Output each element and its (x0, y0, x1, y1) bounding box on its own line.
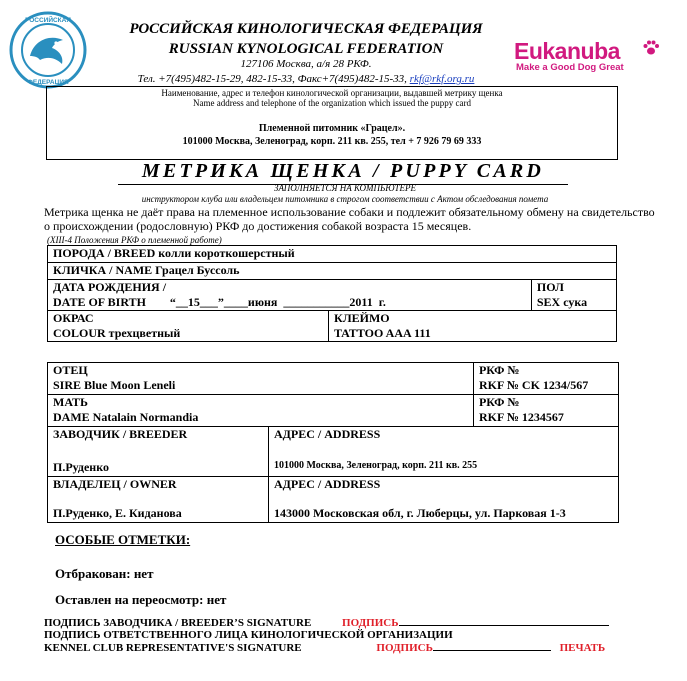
dob-cell (48, 280, 532, 311)
dob-label: ДАТА РОЖДЕНИЯ / (53, 280, 167, 294)
dam-rkf-label: РКФ № (478, 395, 520, 409)
dam-value: DAME Natalain Normandia (53, 410, 199, 424)
document-title: МЕТРИКА ЩЕНКА / PUPPY CARD (118, 160, 568, 185)
svg-text:РОССИЙСКАЯ: РОССИЙСКАЯ (24, 17, 72, 24)
fill-instruction-detail: инструктором клуба или владельцем питомника в строгом соответствии с Актом обследования помета (141, 194, 549, 204)
sire-cell (48, 363, 474, 395)
club-signature-label: KENNEL CLUB REPRESENTATIVE'S SIGNATURE (44, 642, 302, 654)
sex-cell (531, 280, 616, 311)
club-signature-line (44, 641, 605, 655)
table-row (48, 477, 619, 523)
club-signature-title: ПОДПИСЬ ОТВЕТСТВЕННОГО ЛИЦА КИНОЛОГИЧЕСКОЙ ОРГАНИЗАЦИИ (44, 629, 453, 641)
sire-rkf-cell (473, 363, 618, 395)
sire-value: SIRE Blue Moon Leneli (53, 378, 176, 392)
breeder-signature-blank (399, 616, 609, 626)
breeder-address-cell (269, 427, 619, 477)
federation-email[interactable]: rkf@rkf.org.ru (409, 73, 475, 85)
breeder-sign-word: ПОДПИСЬ (342, 617, 399, 629)
sex-label: ПОЛ (536, 280, 564, 294)
federation-phones: Тел. +7(495)482-15-29, 482-15-33, Факс+7(495)482-15-33, (137, 73, 407, 85)
stamp-label: ПЕЧАТЬ (559, 642, 606, 654)
fill-instruction: ЗАПОЛНЯЕТСЯ НА КОМПЬЮТЕРЕ (274, 183, 416, 193)
federation-title-en: RUSSIAN KYNOLOGICAL FEDERATION (168, 41, 444, 57)
owner-address: 143000 Московская обл, г. Люберцы, ул. Парковая 1-3 (274, 506, 566, 520)
table-row (48, 311, 617, 342)
table-row (48, 363, 619, 395)
dam-label: МАТЬ (53, 395, 88, 409)
club-sign-word: ПОДПИСЬ (376, 642, 433, 654)
table-row (48, 280, 617, 311)
tattoo-label: КЛЕЙМО (334, 311, 390, 325)
table-row (48, 427, 619, 477)
owner-cell (48, 477, 269, 523)
federation-contacts (96, 72, 516, 86)
tattoo-cell (329, 311, 617, 342)
breeder-signature-line (44, 616, 609, 630)
federation-title-ru: РОССИЙСКАЯ КИНОЛОГИЧЕСКАЯ ФЕДЕРАЦИЯ (129, 21, 483, 37)
tattoo-value: TATTOO AAA 111 (334, 326, 431, 340)
org-label-en: Name address and telephone of the organization which issued the puppy card (193, 98, 471, 108)
rkf-logo (8, 10, 88, 90)
special-marks-title: ОСОБЫЕ ОТМЕТКИ: (55, 532, 191, 547)
club-signature-blank (433, 641, 551, 651)
federation-address: 127106 Москва, а/я 28 РКФ. (240, 58, 372, 70)
eukanuba-brand: Eukanuba (514, 38, 620, 64)
paw-icon (642, 39, 660, 57)
sire-label: ОТЕЦ (53, 363, 88, 377)
breed-cell: ПОРОДА / BREED колли короткошерстный (48, 246, 617, 263)
dam-rkf-cell (473, 395, 618, 427)
eukanuba-logo (514, 38, 664, 78)
name-cell: КЛИЧКА / NAME Грацел Буссоль (48, 263, 617, 280)
svg-text:ФЕДЕРАЦИЯ: ФЕДЕРАЦИЯ (27, 79, 69, 86)
organization-box (46, 86, 618, 160)
sex-value: SEX сука (536, 295, 588, 309)
dob-value: DATE OF BIRTH “__15___”____июня ___________2011 г. (53, 295, 386, 309)
breeder-address-label: АДРЕС / ADDRESS (274, 427, 381, 441)
sire-rkf-value: RKF № CK 1234/567 (478, 378, 589, 392)
org-label-ru: Наименование, адрес и телефон кинологической организации, выдавшей метрику щенка (161, 88, 503, 98)
regulation-reference: (XIII-4 Положения РКФ о племенной работе) (47, 235, 222, 245)
breeder-address: 101000 Москва, Зеленоград, корп. 211 кв. 255 (274, 460, 478, 471)
dog-info-table (47, 245, 617, 342)
breeder-label: ЗАВОДЧИК / BREEDER (53, 427, 188, 441)
table-row (48, 395, 619, 427)
table-row (48, 246, 617, 263)
colour-cell (48, 311, 329, 342)
culled-status: Отбракован: нет (55, 566, 154, 581)
breeder-cell (48, 427, 269, 477)
eukanuba-tagline: Make a Good Dog Great (516, 62, 624, 73)
colour-label: ОКРАС (53, 311, 94, 325)
recheck-status: Оставлен на переосмотр: нет (55, 592, 227, 607)
sire-rkf-label: РКФ № (478, 363, 520, 377)
pedigree-table (47, 362, 619, 523)
breeder-name: П.Руденко (53, 460, 109, 474)
org-address: 101000 Москва, Зеленоград, корп. 211 кв. 255, тел + 7 926 79 69 333 (182, 136, 482, 147)
owner-name: П.Руденко, Е. Киданова (53, 506, 182, 520)
breeder-signature-label: ПОДПИСЬ ЗАВОДЧИКА / BREEDER’S SIGNATURE (44, 617, 312, 629)
owner-address-cell (269, 477, 619, 523)
usage-warning: Метрика щенка не даёт права на племенное использование собаки и подлежит обязательному обмену на свидетельство о происхождении (родословную) РКФ до достижения собакой возраста 15 месяцев. (44, 205, 655, 233)
org-name: Племенной питомник «Грацел». (258, 123, 406, 134)
owner-address-label: АДРЕС / ADDRESS (274, 477, 381, 491)
colour-value: COLOUR трехцветный (53, 326, 181, 340)
dam-cell (48, 395, 474, 427)
table-row (48, 263, 617, 280)
owner-label: ВЛАДЕЛЕЦ / OWNER (53, 477, 177, 491)
dam-rkf-value: RKF № 1234567 (478, 410, 564, 424)
